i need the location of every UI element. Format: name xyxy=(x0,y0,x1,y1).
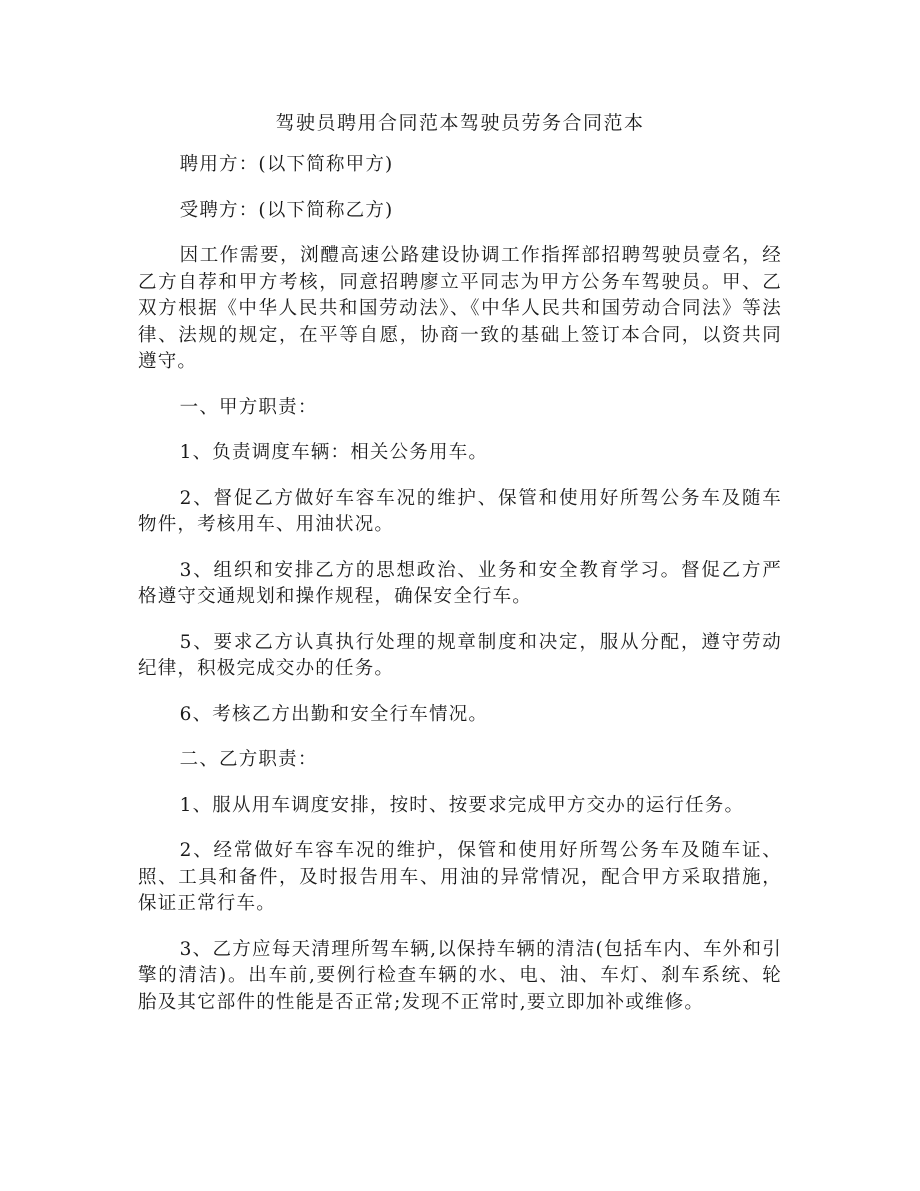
paragraph-party-b-item-1: 1、服从用车调度安排，按时、按要求完成甲方交办的运行任务。 xyxy=(179,794,745,816)
paragraph-party-b-item-3: 3、乙方应每天清理所驾车辆,以保持车辆的清洁(包括车内、车外和引擎的清洁)。出车前,要例行检查车辆的水、电、油、车灯、刹车系统、轮胎及其它部件的性能是否正常;发现不正常时,要立即加补或维修。 xyxy=(138,938,782,1013)
paragraph-employer: 聘用方：(以下简称甲方) xyxy=(179,154,394,175)
section-heading-party-b: 二、乙方职责： xyxy=(179,749,318,770)
paragraph-party-a-item-5: 5、要求乙方认真执行处理的规章制度和决定，服从分配，遵守劳动纪律，积极完成交办的任务。 xyxy=(138,631,782,679)
paragraph-preamble: 因工作需要，浏醴高速公路建设协调工作指挥部招聘驾驶员壹名，经乙方自荐和甲方考核，同意招聘廖立平同志为甲方公务车驾驶员。甲、乙双方根据《中华人民共和国劳动法》、《中华人民共和国劳动合同法》等法律、法规的规定，在平等自愿，协商一致的基础上签订本合同，以资共同遵守。 xyxy=(138,245,782,372)
paragraph-party-a-item-2: 2、督促乙方做好车容车况的维护、保管和使用好所驾公务车及随车物件，考核用车、用油状况。 xyxy=(138,487,782,535)
paragraph-party-a-item-1: 1、负责调度车辆：相关公务用车。 xyxy=(179,442,489,463)
section-heading-party-a: 一、甲方职责： xyxy=(179,396,318,418)
document-title: 驾驶员聘用合同范本驾驶员劳务合同范本 xyxy=(275,112,645,134)
paragraph-party-a-item-6: 6、考核乙方出勤和安全行车情况。 xyxy=(179,703,489,725)
document-body xyxy=(138,152,782,1035)
paragraph-party-b-item-2: 2、经常做好车容车况的维护，保管和使用好所驾公务车及随车证、照、工具和备件，及时报告用车、用油的异常情况，配合甲方采取措施，保证正常行车。 xyxy=(138,840,782,914)
paragraph-employee: 受聘方：(以下简称乙方) xyxy=(179,199,394,221)
paragraph-party-a-item-3: 3、组织和安排乙方的思想政治、业务和安全教育学习。督促乙方严格遵守交通规划和操作规程，确保安全行车。 xyxy=(138,559,782,607)
